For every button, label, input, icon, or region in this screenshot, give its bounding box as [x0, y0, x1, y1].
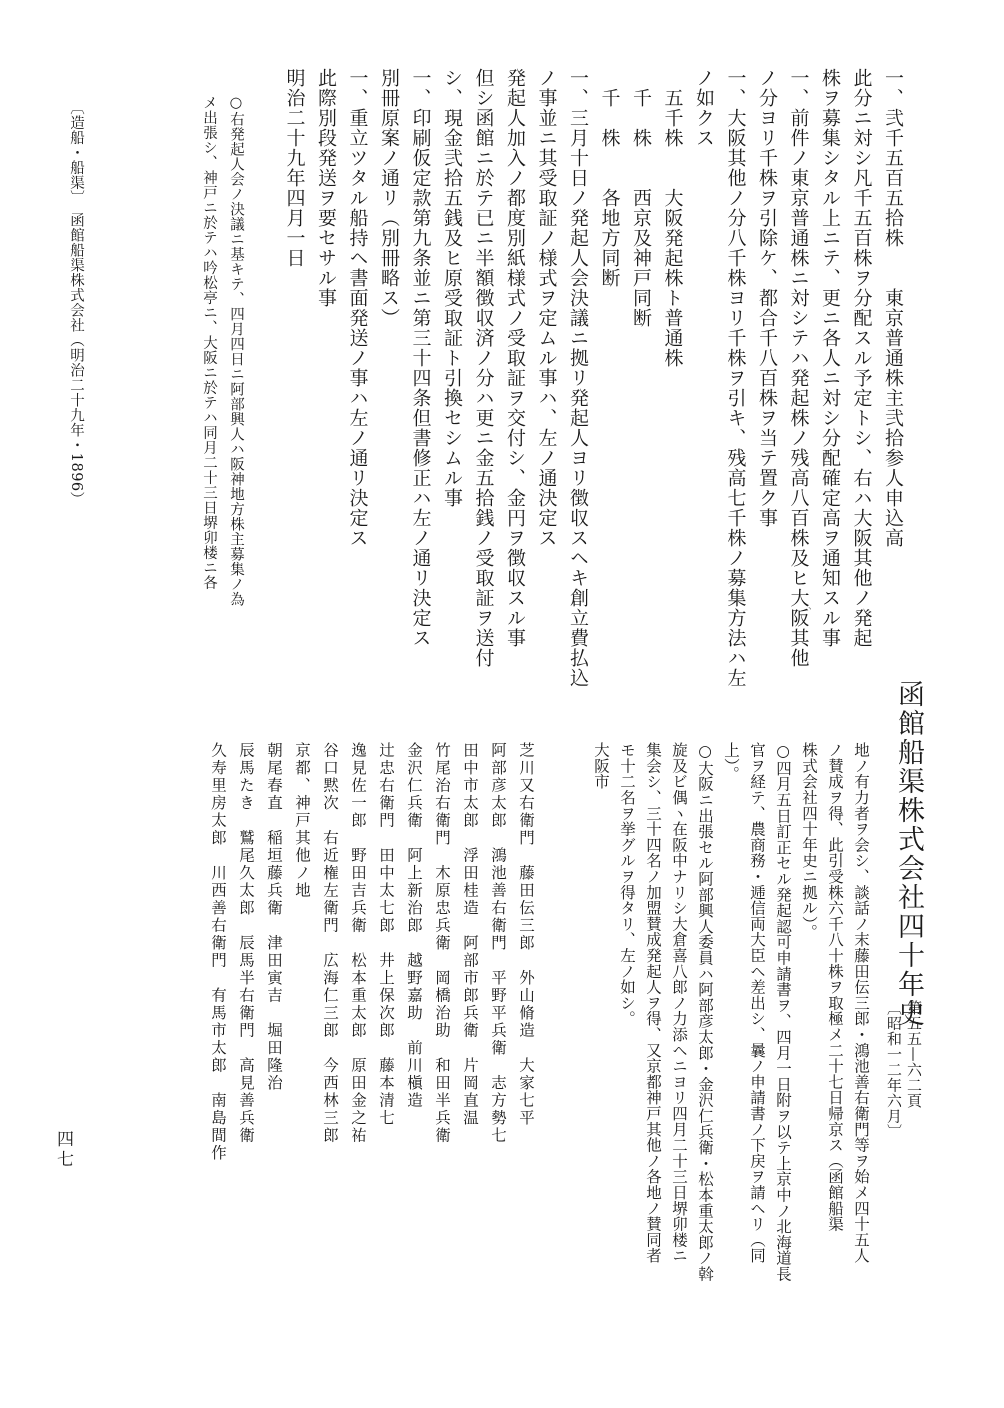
book-date: 〔昭和一二年六月〕	[885, 1000, 903, 1140]
upper-text-section: 一、弐千五百五拾株 東京普通株主弐拾参人申込高 此分ニ対シ凡千五百株ヲ分配スル予定トシ、右ハ大阪其他ノ発起 株ヲ募集シタル上ニテ、更ニ各人ニ対シ分配確定高ヲ通知スル事 一、前件ノ東京普通株ニ対シテハ発起株ノ残高八百株及ヒ大阪其他 ノ分ヨリ千株ヲ引除ケ、都合千八百株ヲ当テ置ク事 一、大阪其他ノ分八千株ヨリ千株ヲ引キ、残高七千株ノ募集方法ハ左 ノ如クス 五千株 大阪発起株ト普通株 千 株 西京及神戸同断 千 株 各地方同断 一、三月十日ノ発起人会決議ニ拠リ発起人ヨリ徴収スヘキ創立費払込 ノ事並ニ其受取証ノ様式ヲ定ムル事ハ、左ノ通決定ス 発起人加入ノ都度別紙様式ノ受取証ヲ交付シ、金円ヲ徴収スル事 但シ函館ニ於テ已ニ半額徴収済ノ分ハ更ニ金五拾銭ノ受取証ヲ送付 シ、現金弐拾五銭及ヒ原受取証ト引換セシムル事 一、印刷仮定款第九条並ニ第三十四条但書修正ハ左ノ通リ決定ス 別冊原案ノ通リ（別冊略ス） 一、重立ツタル船持ヘ書面発送ノ事ハ左ノ通リ決定ス 此際別段発送ヲ要セサル事 明治二十九年四月一日	[283, 68, 904, 688]
footnote-note: ○右発起人会ノ決議ニ基キテ、四月四日ニ阿部興人ハ阪神地方株主募集ノ為 メ出張シ、神戸ニ於テハ吟松亭ニ、大阪ニ於テハ同月二十三日堺卯楼ニ各	[201, 95, 244, 607]
book-title: 函館船渠株式会社四十年史	[893, 680, 924, 1028]
lower-text-section: 地ノ有力者ヲ会シ、談話ノ末藤田伝三郎・鴻池善右衛門等ヲ始メ四十五人 ノ賛成ヲ得、此引受株六千八十株ヲ取極メ二十七日帰京ス（函館船渠 株式会社四十年史ニ拠ル）。 ○四月五日訂正セル発起認可申請書ヲ、四月一日附ヲ以テ上京中ノ北海道長 官ヲ経テ、農商務・逓信両大臣ヘ差出シ、曩ノ申請書ノ下戻ヲ請ヘリ（同 上）。 ○大阪ニ出張セル阿部興人委員ハ阿部彦太郎・金沢仁兵衛・松本重太郎ノ斡 旋及ビ偶ヽ在阪中ナリシ大倉喜八郎ノ力添ヘニヨリ四月二十三日堺卯楼ニ 集会シ、三十四名ノ加盟賛成発起人ヲ得、又京都神戸其他ノ各地ノ賛同者 モ十二名ヲ挙グルヲ得タリ、左ノ如シ。 大阪市	[592, 742, 870, 1282]
page-number: 四七	[53, 1130, 73, 1170]
source-citation: 〔造船・船渠〕 函館船渠株式会社（明治二十九年・1896）	[68, 100, 84, 507]
book-pages: 第五五—六二頁	[905, 1000, 923, 1109]
name-list: 芝川又右衛門 藤田伝三郎 外山脩造 大家七平 阿部彦太郎 鴻池善右衛門 平野平兵衛 志方勢七 田中市太郎 浮田桂造 阿部市郎兵衛 片岡直温 竹尾治右衛門 木原忠兵衛 岡橋治助 和田半兵衛 金沢仁兵衛 阿上新治郎 越野嘉助 前川槇造 辻忠右衛門 田中太七郎 井上保次郎 藤本清七 逸見佐一郎 野田吉兵衛 松本重太郎 原田金之祐 谷口黙次 右近権左衛門 広海仁三郎 今西林三郎 京都、神戸其他ノ地 朝尾春直 稲垣藤兵衛 津田寅吉 堀田隆治 辰馬たき 鷲尾久太郎 辰馬半右衛門 高見善兵衛 久寿里房太郎 川西善右衛門 有馬市太郎 南島間作	[209, 742, 535, 1162]
book-reference	[874, 1000, 924, 1190]
page-mark: 、	[808, 601, 818, 612]
